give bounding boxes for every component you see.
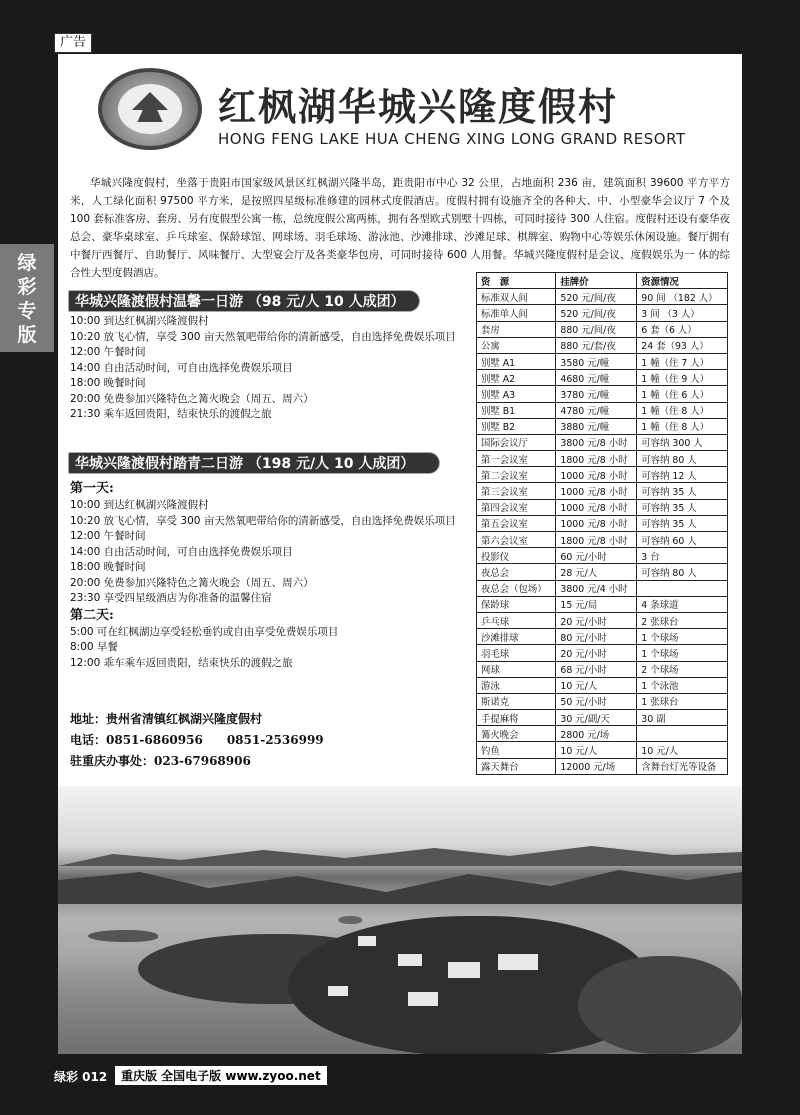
itinerary-item: 12:00 午餐时间 [70,346,146,358]
table-cell: 2 个球场 [637,661,728,677]
package2-title: 华城兴隆渡假村踏青二日游 （198 元/人 10 人成团） [68,452,440,474]
table-row [477,353,728,369]
page-subtitle: HONG FENG LAKE HUA CHENG XING LONG GRAND RESORT [218,130,686,148]
table-cell: 可容纳 80 人 [637,564,728,580]
table-cell: 1000 元/8 小时 [556,483,637,499]
table-cell: 游泳 [477,677,556,693]
table-cell: 2800 元/场 [556,726,637,742]
itinerary-item: 12:00 乖车乘车返回贵阳，结束快乐的渡假之旅 [70,656,293,669]
table-cell: 20 元/小时 [556,645,637,661]
column-header: 挂牌价 [556,273,637,289]
table-cell: 10 元/人 [556,742,637,758]
table-row [477,758,728,774]
ad-label: 广告 [54,33,92,53]
table-cell: 可容纳 35 人 [637,483,728,499]
table-cell: 第五会议室 [477,515,556,531]
itinerary-item: 21:30 乘车返回贵阳，结束快乐的渡假之旅 [70,408,272,420]
table-cell: 网球 [477,661,556,677]
table-cell: 3880 元/幢 [556,418,637,434]
table-row [477,483,728,499]
table-cell: 4780 元/幢 [556,402,637,418]
table-cell: 12000 元/场 [556,758,637,774]
table-row [477,564,728,580]
table-row [477,321,728,337]
table-row [477,726,728,742]
table-cell: 15 元/局 [556,596,637,612]
building [408,992,438,1006]
building [498,954,538,970]
itinerary-item: 20:00 免费参加兴隆特色之篝火晚会（周五、周六） [70,576,314,589]
table-cell: 28 元/人 [556,564,637,580]
table-cell: 520 元/间/夜 [556,289,637,305]
table-cell: 可容纳 80 人 [637,451,728,467]
office-phone: 驻重庆办事处：023-67968906 [70,754,251,768]
table-row [477,515,728,531]
table-cell: 含舞台灯光等设备 [637,758,728,774]
table-cell: 1 幢（住 8 人） [637,418,728,434]
itinerary-item: 10:20 放飞心情，享受 300 亩天然氧吧带给你的清新感受，自由选择免费娱乐项目 [70,514,456,527]
table-cell: 880 元/间/夜 [556,321,637,337]
table-cell: 钓鱼 [477,742,556,758]
table-cell: 第二会议室 [477,467,556,483]
side-tab-char: 彩 [17,276,37,298]
itinerary-item: 12:00 午餐时间 [70,530,146,542]
table-cell: 公寓 [477,337,556,353]
table-cell: 50 元/小时 [556,693,637,709]
itinerary-item: 10:00 到达红枫湖兴隆渡假村 [70,499,209,511]
table-cell: 1 幢（住 9 人） [637,370,728,386]
table-cell: 套房 [477,321,556,337]
table-cell [637,726,728,742]
table-cell: 夜总会（包场） [477,580,556,596]
table-row [477,467,728,483]
table-cell: 3 间 （3 人） [637,305,728,321]
table-cell: 标准单人间 [477,305,556,321]
table-cell: 乒乓球 [477,612,556,628]
table-cell: 可容纳 300 人 [637,434,728,450]
table-cell: 3800 元/4 小时 [556,580,637,596]
package1-itinerary [70,314,470,423]
side-tab-char: 绿 [17,252,37,274]
table-cell: 可容纳 12 人 [637,467,728,483]
table-cell: 沙滩排球 [477,629,556,645]
table-cell: 1000 元/8 小时 [556,499,637,515]
table-cell: 24 套（93 人） [637,337,728,353]
itinerary-item: 14:00 自由活动时间，可自由选择免费娱乐项目 [70,361,293,374]
table-row [477,451,728,467]
table-cell: 1800 元/8 小时 [556,451,637,467]
table-cell: 880 元/套/夜 [556,337,637,353]
table-cell: 可容纳 60 人 [637,532,728,548]
small-island [88,930,158,942]
table-cell: 夜总会 [477,564,556,580]
peninsula-right [578,956,742,1054]
building [448,962,480,978]
table-cell: 3800 元/8 小时 [556,434,637,450]
price-table [476,272,728,775]
itinerary-item: 5:00 可在红枫湖边享受轻松垂钓或自由享受免费娱乐项目 [70,625,339,638]
table-cell: 保龄球 [477,596,556,612]
table-row [477,289,728,305]
side-tab-char: 专 [17,300,37,322]
table-cell: 2 张球台 [637,612,728,628]
itinerary-item: 18:00 晚餐时间 [70,561,146,573]
building [398,954,422,966]
table-cell: 30 副 [637,710,728,726]
table-cell: 20 元/小时 [556,612,637,628]
table-row [477,677,728,693]
itinerary-item: 20:00 免费参加兴隆特色之篝火晚会（周五、周六） [70,392,314,405]
table-cell: 4680 元/幢 [556,370,637,386]
table-cell: 露天舞台 [477,758,556,774]
footer-site-label: 重庆版 全国电子版 www.zyoo.net [115,1066,327,1085]
table-cell: 第三会议室 [477,483,556,499]
itinerary-item: 10:00 到达红枫湖兴隆渡假村 [70,315,209,327]
table-row [477,386,728,402]
table-row [477,434,728,450]
page-title: 红枫湖华城兴隆度假村 [218,85,619,129]
table-cell: 68 元/小时 [556,661,637,677]
table-cell: 4 条球道 [637,596,728,612]
price-table-body [477,289,728,775]
package2-itinerary [70,480,470,671]
building [328,986,348,996]
near-hills [58,864,742,904]
table-cell: 别墅 A3 [477,386,556,402]
table-cell: 第六会议室 [477,532,556,548]
table-cell: 1 个泳池 [637,677,728,693]
table-cell: 3580 元/幢 [556,353,637,369]
contact-info [70,709,324,772]
table-cell: 6 套（6 人） [637,321,728,337]
table-row [477,661,728,677]
small-island [338,916,362,924]
table-row [477,532,728,548]
table-cell: 3 台 [637,548,728,564]
page-number: 绿彩 012 [54,1070,108,1084]
itinerary-item: 8:00 早餐 [70,641,118,653]
table-row [477,370,728,386]
table-row [477,693,728,709]
side-tab-char: 版 [17,324,37,346]
table-cell: 30 元/副/天 [556,710,637,726]
table-cell: 别墅 B2 [477,418,556,434]
table-row [477,305,728,321]
table-cell: 80 元/小时 [556,629,637,645]
side-section-tab [0,244,54,352]
table-row [477,710,728,726]
itinerary-item: 14:00 自由活动时间，可自由选择免费娱乐项目 [70,545,293,558]
table-cell: 国际会议厅 [477,434,556,450]
table-cell: 1 个球场 [637,645,728,661]
package1-title: 华城兴隆渡假村温馨一日游 （98 元/人 10 人成团） [68,290,420,312]
table-row [477,645,728,661]
table-cell [637,580,728,596]
table-cell: 3780 元/幢 [556,386,637,402]
table-row [477,596,728,612]
table-row [477,499,728,515]
table-cell: 1 幢（住 8 人） [637,402,728,418]
table-cell: 1 个球场 [637,629,728,645]
address: 地址：贵州省清镇红枫湖兴隆度假村 [70,712,263,726]
itinerary-item: 18:00 晚餐时间 [70,377,146,389]
itinerary-item: 10:20 放飞心情，享受 300 亩天然氧吧带给你的清新感受，自由选择免费娱乐项目 [70,330,456,343]
table-cell: 投影仪 [477,548,556,564]
column-header: 资 源 [477,273,556,289]
itinerary-item: 23:30 享受四星级酒店为你准备的温馨住宿 [70,592,272,604]
table-row [477,418,728,434]
table-row [477,742,728,758]
table-cell: 羽毛球 [477,645,556,661]
table-cell: 可容纳 35 人 [637,499,728,515]
resort-logo [98,68,202,150]
table-row [477,337,728,353]
day1-label: 第一天: [70,481,114,496]
table-cell: 标准双人间 [477,289,556,305]
lake-resort-photo [58,786,742,1054]
day2-label: 第二天: [70,607,114,623]
table-cell: 别墅 B1 [477,402,556,418]
table-cell: 手提麻将 [477,710,556,726]
table-cell: 10 元/人 [556,677,637,693]
table-row [477,402,728,418]
table-cell: 90 间 （182 人） [637,289,728,305]
table-cell: 别墅 A1 [477,353,556,369]
column-header: 资源情况 [637,273,728,289]
table-cell: 1 幢（住 6 人） [637,386,728,402]
table-cell: 1800 元/8 小时 [556,532,637,548]
table-cell: 1 幢（住 7 人） [637,353,728,369]
table-header-row [477,273,728,289]
table-cell: 斯诺克 [477,693,556,709]
table-row [477,580,728,596]
table-cell: 1 张球台 [637,693,728,709]
table-row [477,548,728,564]
table-row [477,629,728,645]
phone: 电话：0851-6860956 0851-2536999 [70,733,324,747]
table-cell: 第四会议室 [477,499,556,515]
ad-page [58,54,742,1054]
table-row [477,612,728,628]
table-cell: 别墅 A2 [477,370,556,386]
building [358,936,376,946]
table-cell: 10 元/人 [637,742,728,758]
table-cell: 1000 元/8 小时 [556,515,637,531]
table-cell: 第一会议室 [477,451,556,467]
table-cell: 1000 元/8 小时 [556,467,637,483]
intro-paragraph: 华城兴隆度假村，坐落于贵阳市国家级风景区红枫湖兴隆半岛，距贵阳市中心 32 公里，占地面积 236 亩，建筑面积 39600 平方平方米，人工绿化面积 97500 平方米，是按照四星级标准修建的园林式度假酒店。度假村拥有设施齐全的各种大、中、小型豪华会议厅 7 个及 100 套标准客房、套房、另有度假型公寓一栋，总统度假公寓两栋，拥有各型欧式别墅十四栋，可同时接待 300 人住宿。度假村还设有豪华夜总会、豪华桌球室、乒乓球室、保龄球馆、网球场、羽毛球场、游泳池、沙滩排球、沙滩足球、棋牌室、购物中心等娱乐休闲设施。餐厅拥有中餐厅西餐厅、自助餐厅、风味餐厅、大型宴会厅及各类豪华包房，可同时接待 600 人用餐。华城兴隆度假村是会议、度假娱乐为一 体的综合性大型度假酒店。 [70,177,730,279]
distant-mountains [58,846,742,866]
table-cell: 520 元/间/夜 [556,305,637,321]
table-cell: 60 元/小时 [556,548,637,564]
table-cell: 篝火晚会 [477,726,556,742]
table-cell: 可容纳 35 人 [637,515,728,531]
